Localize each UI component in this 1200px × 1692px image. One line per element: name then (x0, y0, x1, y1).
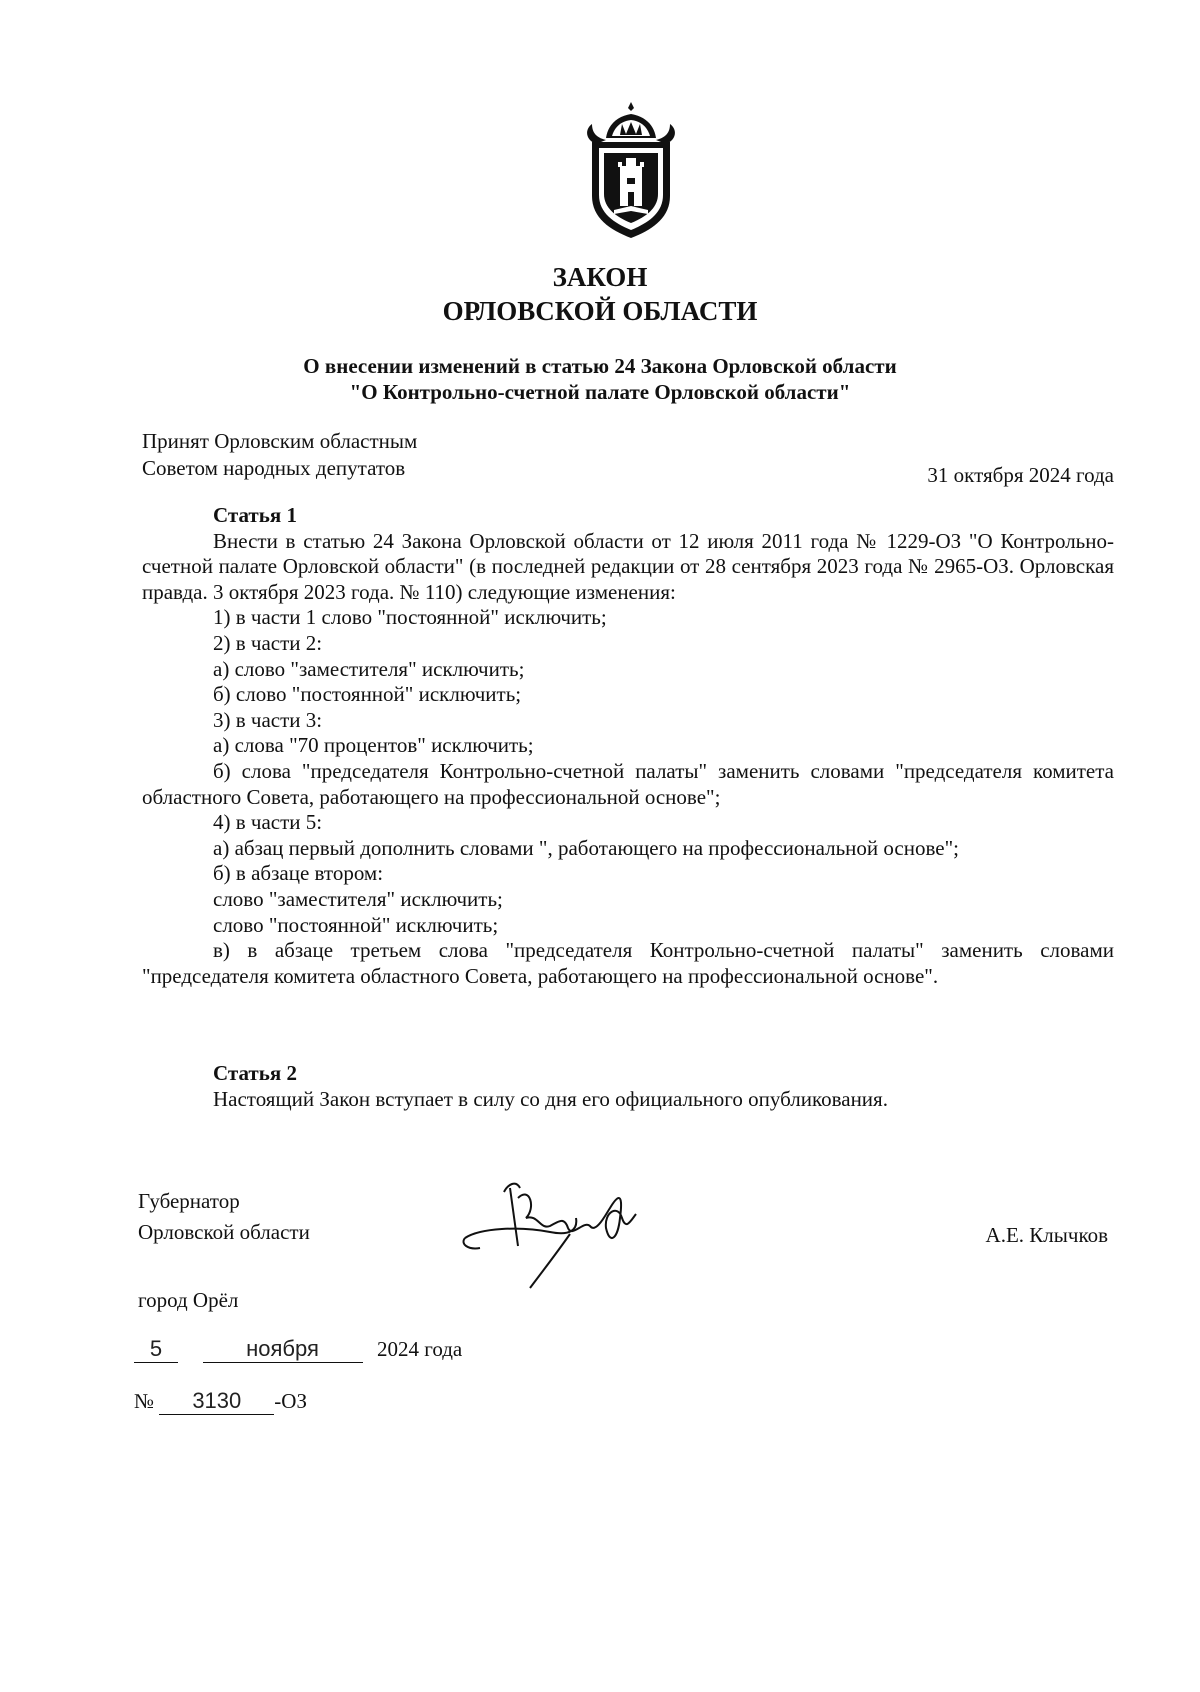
article-1-item: а) слово "заместителя" исключить; (213, 656, 525, 681)
article-1-item: слово "постоянной" исключить; (213, 912, 499, 937)
article-1-item: 1) в части 1 слово "постоянной" исключить; (213, 605, 607, 630)
article-1-intro: Внести в статью 24 Закона Орловской области от 12 июля 2011 года № 1229-ОЗ "О Контрольно-счетной палате Орловской области" (в последней редакции от 28 сентября 2023 года № 2965-ОЗ. Орловская правда. 3 октября 2023 года. № 110) следующие изменения: (142, 528, 1114, 604)
document-type-title: ЗАКОН (552, 262, 648, 292)
article-1-item: б) в абзаце втором: (213, 861, 384, 886)
signatory-title-line-1: Губернатор (138, 1189, 240, 1213)
adoption-line-1: Принят Орловским областным (142, 429, 418, 453)
signature-icon (460, 1168, 680, 1293)
subject-line-1: О внесении изменений в статью 24 Закона Орловской области (303, 354, 897, 378)
signatory-title-line-2: Орловской области (138, 1220, 310, 1244)
article-1-item: 4) в части 5: (213, 810, 323, 835)
signing-month: ноября (203, 1336, 363, 1363)
article-1-heading: Статья 1 (213, 503, 297, 527)
article-2 (142, 1061, 1114, 1112)
coat-of-arms-emblem-icon (582, 100, 680, 240)
adoption-date: 31 октября 2024 года (927, 463, 1114, 487)
law-number-prefix: № (134, 1389, 155, 1413)
article-1-item: слово "заместителя" исключить; (213, 886, 503, 911)
signing-day: 5 (134, 1336, 178, 1363)
signing-year: 2024 года (377, 1337, 463, 1361)
signatory-name: А.Е. Клычков (985, 1223, 1108, 1247)
law-number-value: 3130 (159, 1388, 274, 1415)
region-title: ОРЛОВСКОЙ ОБЛАСТИ (442, 296, 758, 326)
article-1-item: а) абзац первый дополнить словами ", работающего на профессиональной основе"; (213, 835, 959, 860)
article-1-item: а) слова "70 процентов" исключить; (213, 733, 534, 758)
article-2-heading: Статья 2 (213, 1061, 297, 1085)
article-1-item: 3) в части 3: (213, 707, 323, 732)
signing-date-line (134, 1336, 462, 1366)
article-1-item: б) слова "председателя Контрольно-счетной палаты" заменить словами "председателя комитета областного Совета, работающего на профессиональной основе"; (142, 758, 1114, 809)
signatory-title (138, 1186, 310, 1248)
adoption-block (142, 428, 417, 482)
signing-place: город Орёл (138, 1288, 239, 1312)
law-number-suffix: -ОЗ (274, 1389, 307, 1413)
subject-line-2: "О Контрольно-счетной палате Орловской области" (349, 380, 851, 404)
article-1-item: 2) в части 2: (213, 630, 323, 655)
adoption-line-2: Советом народных депутатов (142, 456, 406, 480)
article-1-item: в) в абзаце третьем слова "председателя Контрольно-счетной палаты" заменить словами "председателя комитета областного Совета, работающего на профессиональной основе". (142, 938, 1114, 988)
article-1 (142, 503, 1114, 989)
article-1-item: б) слово "постоянной" исключить; (213, 682, 522, 707)
law-number-line (134, 1388, 307, 1415)
article-2-text: Настоящий Закон вступает в силу со дня его официального опубликования. (213, 1086, 888, 1111)
